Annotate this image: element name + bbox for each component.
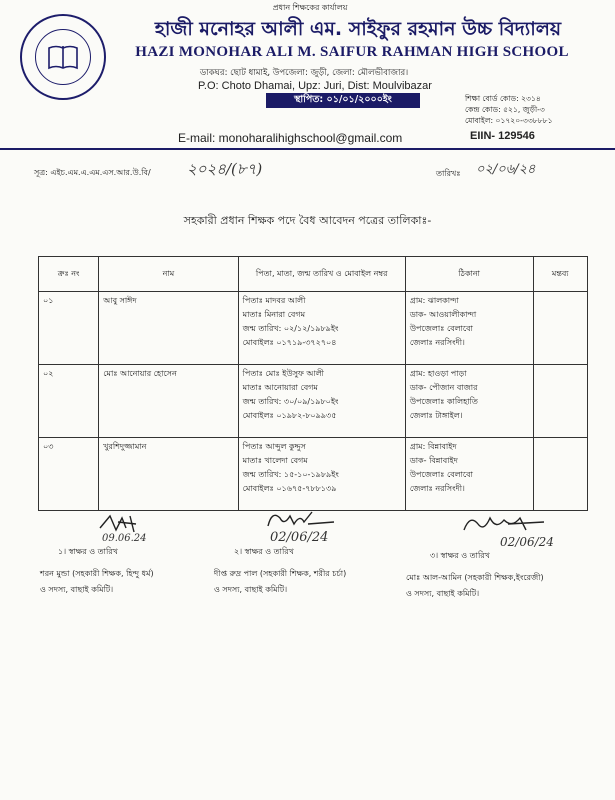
header-name: নাম	[99, 257, 238, 292]
school-seal-logo	[20, 14, 106, 100]
district: জেলাঃ নরসিংদী।	[409, 338, 465, 347]
reference-label: সূত্র: এইচ.এম.এ.এম.এস.আর.উ.বি/	[34, 168, 151, 177]
cell-serial: ০১	[39, 292, 99, 365]
cell-name: খুরশিদুজ্জামান	[99, 438, 238, 511]
address-bangla: ডাকঘর: ছোট ধামাই, উপজেলা: জুড়ী, জেলা: মৌলভীবাজার।	[200, 68, 409, 78]
header-details: পিতা, মাতা, জন্ম তারিখ ও মোবাইল নম্বর	[238, 257, 405, 292]
office-caption: প্রধান শিক্ষকের কার্যালয়	[272, 3, 348, 12]
school-name-english: HAZI MONOHAR ALI M. SAIFUR RAHMAN HIGH SCHOOL	[135, 44, 569, 60]
mobile: মোবাইলঃ ০১৬৭৫-৭৮৮১৩৯	[242, 484, 337, 493]
signature-block-3	[406, 512, 610, 602]
school-codes	[465, 93, 553, 126]
district: জেলাঃ নরসিংদী।	[409, 484, 465, 493]
signature-date: 02/06/24	[500, 535, 554, 549]
birth-date: জন্ম তারিখ: ০২/১২/১৯৮৯ইং	[242, 324, 339, 333]
cell-address	[405, 438, 533, 511]
post: ডাক- পৌজান বাজার	[409, 383, 478, 392]
upazila: উপজেলাঃ বেলাবো	[409, 470, 473, 479]
cell-name: আবু সাঈদ	[99, 292, 238, 365]
header-serial: ক্রঃ নং	[39, 257, 99, 292]
upazila: উপজেলাঃ কালিহাতি	[409, 397, 478, 406]
father-name: পিতাঃ মোঃ ইউসুফ আলী	[242, 369, 324, 378]
cell-remarks	[533, 438, 588, 511]
mother-name: মাতাঃ মিনারা বেগম	[242, 310, 306, 319]
village: গ্রাম: ঝালকান্দা	[409, 296, 459, 305]
header-remarks: মন্তব্য	[533, 257, 588, 292]
cell-address	[405, 365, 533, 438]
signature-scribble	[460, 512, 550, 536]
header-address: ঠিকানা	[405, 257, 533, 292]
date-label: তারিখঃ	[436, 169, 461, 178]
header-divider	[0, 148, 615, 150]
father-name: পিতাঃ মাদবর আলী	[242, 296, 306, 305]
signature-label: ১। স্বাক্ষর ও তারিখ	[58, 547, 118, 556]
post: ডাক- আওয়ালীকান্দা	[409, 310, 477, 319]
mother-name: মাতাঃ খালেদা বেগম	[242, 456, 308, 465]
upazila: উপজেলাঃ বেলাবো	[409, 324, 473, 333]
mobile: মোবাইলঃ ০১৯৮২-৮০৯৯৩৫	[242, 411, 337, 420]
cell-details	[238, 292, 405, 365]
member-name: মোঃ আল-আমিন (সহকারী শিক্ষক,ইংরেজী)	[406, 573, 544, 582]
address-english: P.O: Choto Dhamai, Upz: Juri, Dist: Moulvibazar	[198, 80, 432, 92]
center-code: কেন্দ্র কোড: ৫২১, জুড়ী-৩	[465, 105, 545, 114]
birth-date: জন্ম তারিখ: ৩০/০৯/১৯৮০ইং	[242, 397, 339, 406]
book-icon	[35, 29, 91, 85]
cell-remarks	[533, 365, 588, 438]
applicant-table	[38, 256, 588, 511]
established-badge: স্থাপিত: ০১/০১/২০০০ইং	[266, 93, 420, 108]
date-handwritten: ০২/০৬/২৪	[476, 162, 536, 177]
member-name: শরন মুন্ডা (সহকারী শিক্ষক, হিন্দু ধর্ম)	[40, 569, 154, 578]
reference-handwritten: ২০২৪/(৮৭)	[187, 160, 263, 178]
member-role: ও সদস্য, বাছাই কমিটি।	[40, 585, 114, 594]
cell-remarks	[533, 292, 588, 365]
eiin-number: EIIN- 129546	[470, 130, 535, 142]
board-code: শিক্ষা বোর্ড কোড: ২৩১৪	[465, 94, 541, 103]
signature-label: ৩। স্বাক্ষর ও তারিখ	[430, 551, 490, 560]
cell-serial: ০৩	[39, 438, 99, 511]
table-row	[39, 438, 588, 511]
village: গ্রাম: বিন্নাবাইদ	[409, 442, 457, 451]
mobile-number: মোবাইল: ০১৭২০-৩৩৮৮৮১	[465, 116, 553, 125]
email-address: E-mail: monoharalihighschool@gmail.com	[178, 131, 403, 145]
signature-block-2	[214, 508, 434, 598]
member-role: ও সদস্য, বাছাই কমিটি।	[214, 585, 288, 594]
member-name: দীপ্ত রুদ্র পাল (সহকারী শিক্ষক, শরীর চর্চা)	[214, 569, 347, 578]
table-row	[39, 365, 588, 438]
signature-scribble	[264, 508, 344, 532]
subject-line: সহকারী প্রধান শিক্ষক পদে বৈধ আবেদন পত্রের তালিকাঃ-	[183, 214, 432, 227]
member-role: ও সদস্য, বাছাই কমিটি।	[406, 589, 480, 598]
signature-scribble	[96, 512, 156, 534]
cell-address	[405, 292, 533, 365]
district: জেলাঃ টাঙ্গাইল।	[409, 411, 463, 420]
post: ডাক- বিন্নাবাইদ	[409, 456, 458, 465]
school-name-bangla: হাজী মনোহর আলী এম. সাইফুর রহমান উচ্চ বিদ্যালয়	[154, 18, 562, 40]
cell-serial: ০২	[39, 365, 99, 438]
signature-date: 09.06.24	[102, 533, 147, 544]
mother-name: মাতাঃ আনোয়ারা বেগম	[242, 383, 318, 392]
table-row	[39, 292, 588, 365]
signature-label: ২। স্বাক্ষর ও তারিখ	[234, 547, 294, 556]
mobile: মোবাইলঃ ০১৭১৯-৩৭২৭০৪	[242, 338, 337, 347]
signature-date: 02/06/24	[270, 530, 329, 545]
village: গ্রাম: হাওড়া পাড়া	[409, 369, 467, 378]
table-header-row	[39, 257, 588, 292]
birth-date: জন্ম তারিখ: ১৫-১০-১৯৮৯ইং	[242, 470, 339, 479]
cell-name: মোঃ আনোয়ার হোসেন	[99, 365, 238, 438]
cell-details	[238, 438, 405, 511]
cell-details	[238, 365, 405, 438]
father-name: পিতাঃ আব্দুল কুদ্দুস	[242, 442, 306, 451]
